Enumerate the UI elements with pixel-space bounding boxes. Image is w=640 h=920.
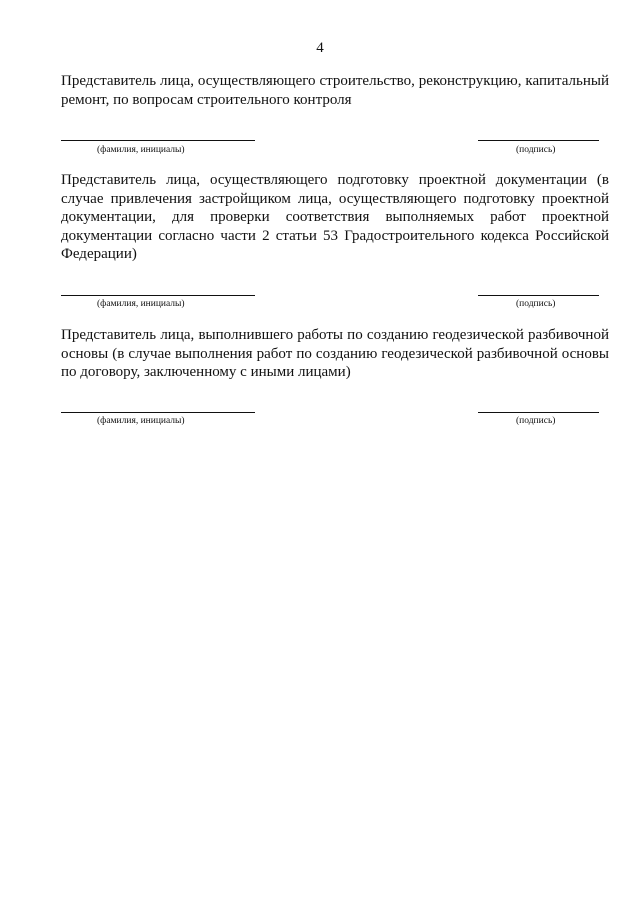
name-line	[61, 412, 255, 413]
name-caption: (фамилия, инициалы)	[97, 299, 185, 309]
name-caption: (фамилия, инициалы)	[97, 145, 185, 155]
signature-line	[478, 412, 599, 413]
representative-design-paragraph: Представитель лица, осуществляющего подготовку проектной документации (в случае привлечения застройщиком лица, осуществляющего подготовку проектной документации, для проверки соответствия выполняемых работ проектной документации согласно части 2 статьи 53 Градостроительного кодекса Российской Федерации)	[61, 172, 609, 262]
name-line	[61, 295, 255, 296]
name-caption: (фамилия, инициалы)	[97, 416, 185, 426]
signature-line	[478, 140, 599, 141]
page-number: 4	[316, 40, 324, 56]
signature-caption: (подпись)	[516, 145, 556, 155]
signature-caption: (подпись)	[516, 416, 556, 426]
representative-construction-paragraph: Представитель лица, осуществляющего строительство, реконструкцию, капитальный ремонт, по вопросам строительного контроля	[61, 73, 609, 108]
signature-line	[478, 295, 599, 296]
name-line	[61, 140, 255, 141]
representative-geodetic-paragraph: Представитель лица, выполнившего работы по созданию геодезической разбивочной основы (в случае выполнения работ по созданию геодезической разбивочной основы по договору, заключенному с иными лицами)	[61, 327, 609, 380]
signature-caption: (подпись)	[516, 299, 556, 309]
